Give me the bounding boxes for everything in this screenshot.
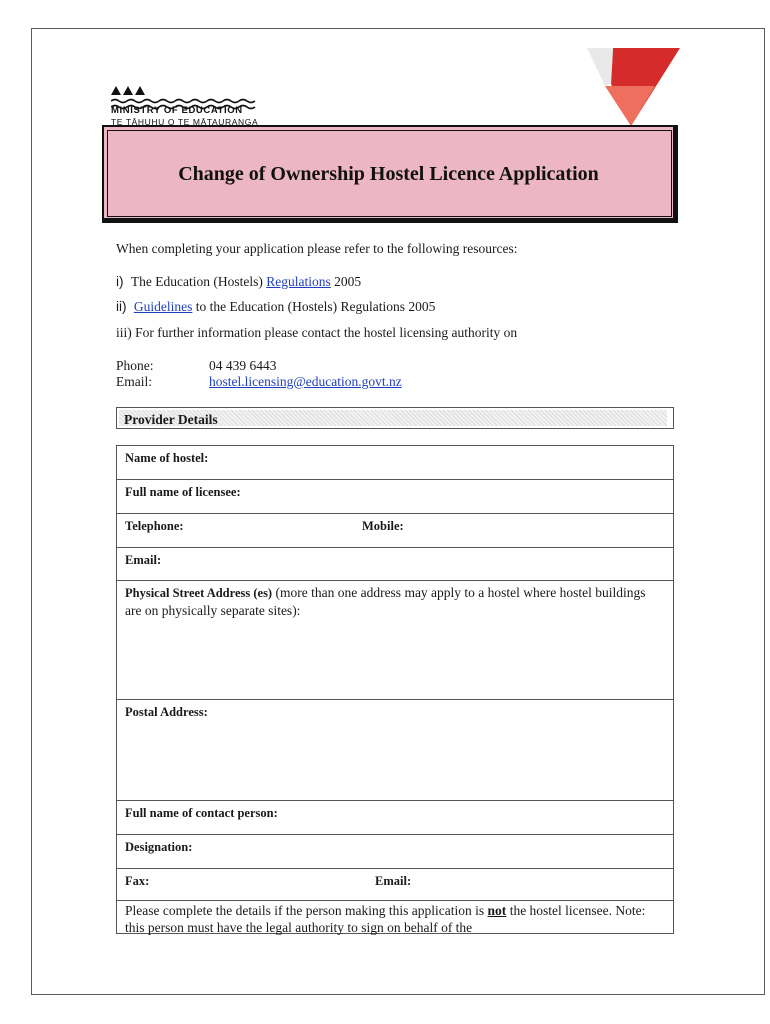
resource-marker: i) [116,274,124,289]
intro-text: When completing your application please refer to the following resources: [116,241,518,256]
note-before: Please complete the details if the person making this application is [125,903,485,918]
field-label: Postal Address: [125,705,208,719]
phone-value: 04 439 6443 [209,358,277,373]
resource-text: The Education (Hostels) [130,274,263,289]
resource-text: to the Education (Hostels) Regulations 2005 [195,299,436,314]
resource-text: For further information please contact the hostel licensing authority on [135,325,518,340]
section-title: Provider Details [124,412,218,427]
phone-label: Phone: [116,358,154,373]
field-fax-email[interactable] [116,868,674,900]
guidelines-link[interactable]: Guidelines [133,299,193,314]
resource-item-guidelines [116,299,435,315]
resource-marker: ii) [116,299,127,314]
logo-subtitle: TE TĀHUHU O TE MĀTAURANGA [111,117,259,125]
field-physical-address[interactable] [116,580,674,699]
note-emphasis: not [487,903,507,918]
title-box [102,125,678,223]
triangle-logo-icon [583,46,683,128]
regulations-link[interactable]: Regulations [266,274,331,289]
telephone-label: Telephone: [125,519,184,533]
field-email[interactable] [116,547,674,580]
note-text [125,902,665,936]
resource-text: 2005 [334,274,362,289]
page-title: Change of Ownership Hostel Licence Application [178,163,599,185]
field-label: Full name of licensee: [125,485,241,499]
mobile-label: Mobile: [362,519,404,533]
applicant-note [116,900,674,934]
resource-marker: iii) [116,325,132,340]
field-label: Designation: [125,840,193,854]
field-contact-person[interactable] [116,800,674,834]
resource-item-contact [116,325,517,341]
field-designation[interactable] [116,834,674,868]
field-label: Full name of contact person: [125,806,278,820]
provider-details-header [116,407,674,429]
field-hostel-name[interactable] [116,445,674,479]
logo-name: MINISTRY OF EDUCATION [111,105,243,116]
field-note: (more than one address may apply to a hostel where hostel buildings are on physically separate sites): [125,585,646,618]
contact-email-label: Email: [375,874,412,888]
email-link[interactable]: hostel.licensing@education.govt.nz [209,374,402,389]
field-label: Physical Street Address (es) [125,586,273,600]
field-label: Name of hostel: [125,451,209,465]
fax-label: Fax: [125,874,150,888]
field-postal-address[interactable] [116,699,674,800]
field-label: Email: [125,553,162,567]
resource-item-regulations [116,274,361,290]
note-after: the hostel licensee. Note: this person must have the legal authority to sign on behalf of the [125,903,646,935]
field-telephone-mobile[interactable] [116,513,674,547]
physical-address-label [125,584,665,619]
field-licensee-name[interactable] [116,479,674,513]
email-label: Email: [116,374,152,389]
